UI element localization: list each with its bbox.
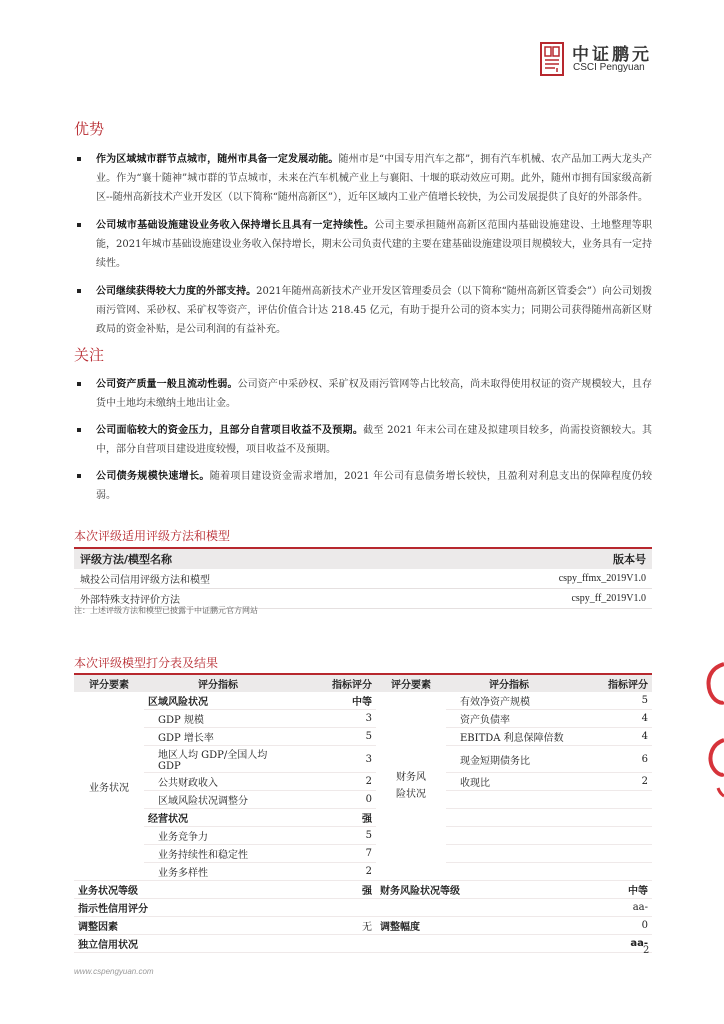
factor-header: 评分要素 bbox=[74, 674, 144, 692]
indicator-label: 业务持续性和稳定性 bbox=[144, 845, 292, 863]
indicator-score: 7 bbox=[292, 845, 376, 863]
table-row bbox=[74, 845, 652, 863]
strengths-list bbox=[74, 150, 652, 339]
concern-item bbox=[74, 375, 652, 413]
summary-label: 业务状况等级 bbox=[74, 881, 292, 899]
summary-label: 指示性信用评分 bbox=[74, 899, 572, 917]
concerns-list bbox=[74, 375, 652, 505]
indicator-score: 3 bbox=[292, 746, 376, 773]
indicator-score: 4 bbox=[572, 710, 652, 728]
footer-website: www.cspengyuan.com bbox=[74, 967, 154, 976]
indicator-label: 资产负债率 bbox=[446, 710, 572, 728]
concern-item bbox=[74, 421, 652, 459]
strengths-title: 优势 bbox=[74, 120, 105, 138]
indicator-score: 6 bbox=[572, 746, 652, 773]
financial-group-label bbox=[376, 692, 446, 881]
indicator-score: 3 bbox=[292, 710, 376, 728]
indicator-score: 2 bbox=[292, 773, 376, 791]
methods-note: 注：上述评级方法和模型已披露于中证鹏元官方网站 bbox=[74, 606, 258, 615]
methods-table bbox=[74, 547, 652, 609]
table-row bbox=[74, 809, 652, 827]
bullet-icon bbox=[77, 382, 81, 386]
company-logo bbox=[540, 40, 660, 76]
indicator-label: 公共财政收入 bbox=[144, 773, 292, 791]
empty-cell bbox=[572, 863, 652, 881]
indicator-score: 5 bbox=[292, 827, 376, 845]
seal-decoration-icon bbox=[700, 662, 724, 802]
indicator-label: 业务多样性 bbox=[144, 863, 292, 881]
table-row bbox=[74, 710, 652, 728]
bullet-icon bbox=[77, 289, 81, 293]
method-version: cspy_ffmx_2019V1.0 bbox=[414, 569, 652, 589]
empty-cell bbox=[572, 791, 652, 809]
summary-row bbox=[74, 899, 652, 917]
indicator-score: 0 bbox=[292, 791, 376, 809]
table-header-row bbox=[74, 674, 652, 692]
score-header: 指标评分 bbox=[292, 674, 376, 692]
empty-cell bbox=[572, 845, 652, 863]
logo-mark-icon bbox=[540, 42, 564, 76]
bullet-icon bbox=[77, 223, 81, 227]
indicator-score: 2 bbox=[572, 773, 652, 791]
methods-title: 本次评级适用评级方法和模型 bbox=[74, 529, 231, 543]
logo-cn-text: 中证鹏元 bbox=[572, 45, 652, 65]
table-row bbox=[74, 692, 652, 710]
indicator-header: 评分指标 bbox=[446, 674, 572, 692]
table-row bbox=[74, 569, 652, 589]
concern-lead: 公司面临较大的资金压力，且部分自营项目收益不及预期。 bbox=[96, 425, 364, 436]
indicator-label: 有效净资产规模 bbox=[446, 692, 572, 710]
concern-item bbox=[74, 467, 652, 505]
method-version: cspy_ff_2019V1.0 bbox=[414, 589, 652, 609]
empty-cell bbox=[446, 827, 572, 845]
summary-value: 无 bbox=[292, 917, 376, 935]
indicator-score: 5 bbox=[292, 728, 376, 746]
concern-lead: 公司债务规模快速增长。 bbox=[96, 471, 210, 482]
logo-en-text: CSCI Pengyuan bbox=[573, 62, 645, 73]
indicator-label: 地区人均 GDP/全国人均 GDP bbox=[144, 746, 292, 773]
summary-value: 中等 bbox=[572, 881, 652, 899]
summary-label: 独立信用状况 bbox=[74, 935, 572, 953]
table-row bbox=[74, 728, 652, 746]
indicator-label: 现金短期债务比 bbox=[446, 746, 572, 773]
summary-value: 强 bbox=[292, 881, 376, 899]
method-version-header: 版本号 bbox=[414, 548, 652, 569]
empty-cell bbox=[572, 827, 652, 845]
summary-row bbox=[74, 917, 652, 935]
summary-row bbox=[74, 881, 652, 899]
score-header: 指标评分 bbox=[572, 674, 652, 692]
concerns-title: 关注 bbox=[74, 346, 105, 364]
bullet-icon bbox=[77, 474, 81, 478]
empty-cell bbox=[446, 809, 572, 827]
concern-lead: 公司资产质量一般且流动性弱。 bbox=[96, 379, 238, 390]
indicator-label: 业务竞争力 bbox=[144, 827, 292, 845]
summary-label: 财务风险状况等级 bbox=[376, 881, 572, 899]
bullet-icon bbox=[77, 428, 81, 432]
indicator-label: GDP 增长率 bbox=[144, 728, 292, 746]
financial-group-text: 财务风险状况 bbox=[396, 772, 426, 800]
strength-text: 公司主要承担随州高新区范围内基础设施建设、土地整理等职能，2021年城市基础设施建设业务收入保持增长，期末公司负责代建的主要在建基础设施建设项目规模较大，业务具有一定持续性。 bbox=[96, 220, 653, 269]
empty-cell bbox=[446, 845, 572, 863]
strength-item bbox=[74, 150, 652, 207]
empty-cell bbox=[446, 863, 572, 881]
concern-text: 公司资产中采砂权、采矿权及雨污管网等占比较高，尚未取得使用权证的资产规模较大，且存货中土地均未缴纳土地出让金。 bbox=[96, 379, 653, 409]
bullet-icon bbox=[77, 157, 81, 161]
indicator-label: 收现比 bbox=[446, 773, 572, 791]
indicator-label: GDP 规模 bbox=[144, 710, 292, 728]
indicator-score: 2 bbox=[292, 863, 376, 881]
scoring-table bbox=[74, 673, 652, 953]
table-header-row bbox=[74, 548, 652, 569]
summary-label: 调整因素 bbox=[74, 917, 292, 935]
scoring-title: 本次评级模型打分表及结果 bbox=[74, 656, 219, 670]
empty-cell bbox=[572, 809, 652, 827]
indicator-score: 4 bbox=[572, 728, 652, 746]
strength-text: 随州市是“中国专用汽车之都”，拥有汽车机械、农产品加工两大龙头产业。作为“襄十随神”城市群的节点城市，未来在汽车机械产业上与襄阳、十堰的联动效应可期。此外，随州市拥有国家级高新区--随州高新技术产业开发区（以下简称“随州高新区”），近年区域内工业产值增长较快，为公司发展提供了良好的外部条件。 bbox=[96, 154, 652, 203]
page-number: 2 bbox=[643, 945, 650, 956]
table-row bbox=[74, 791, 652, 809]
method-name: 城投公司信用评级方法和模型 bbox=[74, 569, 414, 589]
indicator-label: 区域风险状况 bbox=[144, 692, 292, 710]
strength-lead: 公司城市基础设施建设业务收入保持增长且具有一定持续性。 bbox=[96, 220, 375, 231]
indicator-label: 经营状况 bbox=[144, 809, 292, 827]
indicator-label: 区域风险状况调整分 bbox=[144, 791, 292, 809]
indicator-score: 强 bbox=[292, 809, 376, 827]
strength-item bbox=[74, 216, 652, 273]
summary-value: aa- bbox=[572, 899, 652, 917]
strength-lead: 公司继续获得较大力度的外部支持。 bbox=[96, 286, 257, 297]
concern-text: 截至 2021 年末公司在建及拟建项目较多，尚需投资额较大。其中，部分自营项目建设进度较慢，项目收益不及预期。 bbox=[96, 425, 652, 455]
indicator-score: 5 bbox=[572, 692, 652, 710]
table-row bbox=[74, 863, 652, 881]
empty-cell bbox=[446, 791, 572, 809]
strength-lead: 作为区域城市群节点城市，随州市具备一定发展动能。 bbox=[96, 154, 339, 165]
summary-value: 0 bbox=[572, 917, 652, 935]
table-row bbox=[74, 827, 652, 845]
indicator-label: EBITDA 利息保障倍数 bbox=[446, 728, 572, 746]
strength-text: 2021年随州高新技术产业开发区管理委员会（以下简称“随州高新区管委会”）向公司划拨雨污管网、采砂权、采矿权等资产，评估价值合计达 218.45 亿元，有助于提升公司的资本实力；同期公司获得随州高新区财政局的资金补贴，是公司利润的有益补充。 bbox=[96, 286, 652, 335]
summary-value: aa- bbox=[572, 935, 652, 953]
business-group-label: 业务状况 bbox=[74, 692, 144, 881]
strength-item bbox=[74, 282, 652, 339]
method-name-header: 评级方法/模型名称 bbox=[74, 548, 414, 569]
summary-row bbox=[74, 935, 652, 953]
factor-header: 评分要素 bbox=[376, 674, 446, 692]
method-name: 外部特殊支持评价方法 bbox=[74, 589, 414, 609]
table-row bbox=[74, 773, 652, 791]
indicator-score: 中等 bbox=[292, 692, 376, 710]
concern-text: 随着项目建设资金需求增加，2021 年公司有息债务增长较快，且盈利对利息支出的保障程度仍较弱。 bbox=[96, 471, 652, 501]
table-row bbox=[74, 746, 652, 773]
summary-label: 调整幅度 bbox=[376, 917, 572, 935]
indicator-header: 评分指标 bbox=[144, 674, 292, 692]
